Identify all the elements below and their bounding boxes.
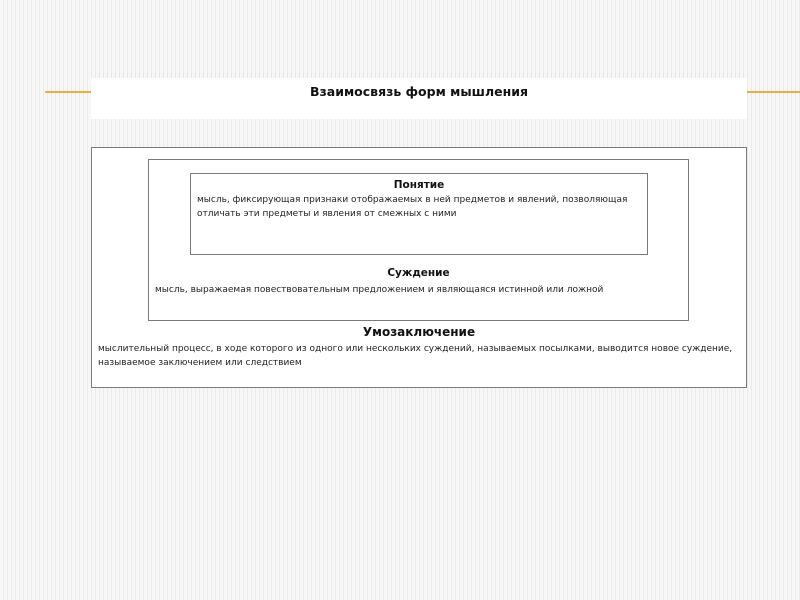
accent-line-right bbox=[745, 91, 800, 93]
ponyatie-description: мысль, фиксирующая признаки отображаемых в ней предметов и явлений, позволяющая отличать эти предметы и явления от смежных с ними bbox=[197, 195, 628, 219]
umozaklyuchenie-description: мыслительный процесс, в ходе которого из одного или нескольких суждений, называемых посылками, выводится новое суждение, называемое заключением или следствием bbox=[98, 344, 733, 368]
suzhdenie-heading: Суждение bbox=[387, 267, 450, 279]
page-title: Взаимосвязь форм мышления bbox=[309, 84, 528, 99]
umozaklyuchenie-heading: Умозаключение bbox=[362, 325, 476, 339]
title-box bbox=[91, 78, 747, 119]
accent-line-left bbox=[45, 91, 95, 93]
suzhdenie-description: мысль, выражаемая повествовательным предложением и являющаяся истинной или ложной bbox=[155, 285, 604, 295]
ponyatie-heading: Понятие bbox=[393, 179, 445, 191]
